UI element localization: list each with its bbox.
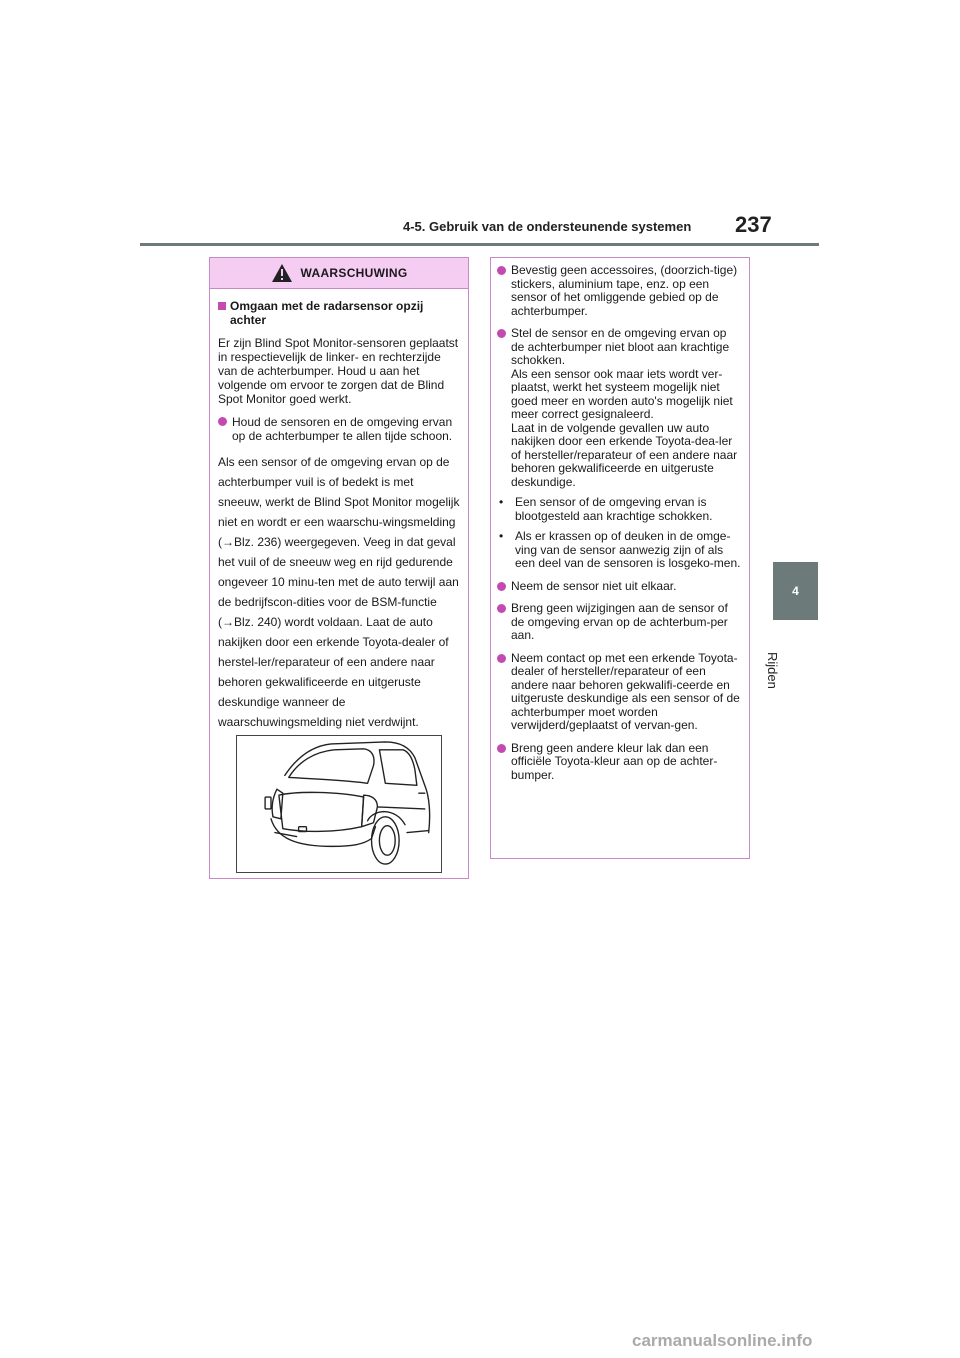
square-bullet-icon bbox=[218, 302, 226, 310]
right-bullet-4-text: Breng geen wijzigingen aan de sensor of de omgeving ervan op de achterbum-per aan. bbox=[511, 601, 728, 642]
warning-bullet-text: Houd de sensoren en de omgeving ervan op de achterbumper te allen tijde schoon. bbox=[232, 415, 453, 443]
right-bullet-2-cont-2: Laat in de volgende gevallen uw auto nakijken door een erkende Toyota-dea-ler of hersteller/reparateur of een andere naar behoren gekwalificeerde en uitgeruste deskundige. bbox=[511, 420, 738, 489]
right-bullet-3-text: Neem de sensor niet uit elkaar. bbox=[511, 578, 677, 593]
warning-paragraph: Als een sensor of de omgeving ervan op de achterbumper vuil is of bedekt is met sneeuw, werkt de Blind Spot Monitor mogelijk niet en wordt er een waarschu-wingsmelding (→Blz. 236) weergegeven. Veeg in dat geval het vuil of de sneeuw weg en rijd gedurende ongeveer 10 minu-ten met de auto terwijl aan de bedrijfscon-dities voor de BSM-functie (→Blz. 240) wordt voldaan. Laat de auto nakijken door een erkende Toyota-dealer of herstel-ler/reparateur of een andere naar behoren gekwalificeerde en uitgeruste deskundige wanneer de waarschuwingsmelding niet verdwijnt. bbox=[218, 455, 460, 729]
chapter-label: Rijden bbox=[765, 652, 780, 689]
warning-subheading-text: Omgaan met de radarsensor opzij achter bbox=[230, 299, 424, 327]
sub-bullet-mark: • bbox=[499, 529, 504, 543]
round-bullet-icon bbox=[497, 582, 506, 591]
chapter-tab bbox=[773, 562, 818, 620]
right-bullet-1 bbox=[497, 264, 741, 318]
right-bullet-5-text: Neem contact op met een erkende Toyota-dealer of hersteller/reparateur of een andere naar behoren gekwalifi-ceerde en uitgeruste deskundige als een sensor of de achterbumper moet worden verwijderd/geplaatst of vervan-gen. bbox=[511, 650, 740, 732]
right-bullet-1-text: Bevestig geen accessoires, (doorzich-tige) stickers, aluminium tape, enz. op een sensor of het omliggende gebied op de achterbumper. bbox=[511, 263, 738, 318]
round-bullet-icon bbox=[218, 417, 227, 426]
right-bullet-2 bbox=[497, 327, 741, 489]
right-sub-bullet-1 bbox=[497, 496, 741, 523]
warning-subheading bbox=[218, 299, 460, 327]
header-rule bbox=[140, 243, 819, 246]
right-bullet-2-cont-1: Als een sensor ook maar iets wordt ver-plaatst, werkt het systeem mogelijk niet goed meer en worden auto's mogelijk niet meer correct gesignaleerd. bbox=[511, 366, 733, 421]
section-title: 4-5. Gebruik van de ondersteunende systemen bbox=[403, 219, 692, 234]
right-sub-bullet-1-text: Een sensor of de omgeving ervan is blootgesteld aan krachtige schokken. bbox=[515, 495, 713, 523]
round-bullet-icon bbox=[497, 654, 506, 663]
warning-triangle-icon bbox=[271, 263, 293, 283]
warning-title: WAARSCHUWING bbox=[300, 266, 408, 280]
round-bullet-icon bbox=[497, 744, 506, 753]
right-sub-bullet-2 bbox=[497, 530, 741, 571]
right-bullet-5 bbox=[497, 652, 741, 733]
warning-intro: Er zijn Blind Spot Monitor-sensoren geplaatst in respectievelijk de linker- en rechterzijde van de achterbumper. Houd u aan het volgende om ervoor te zorgen dat de Blind Spot Monitor goed werkt. bbox=[218, 336, 459, 406]
round-bullet-icon bbox=[497, 266, 506, 275]
right-sub-bullet-2-text: Als er krassen op of deuken in de omge-ving van de sensor aanwezig zijn of als een deel van de sensoren is losgeko-men. bbox=[515, 529, 741, 570]
warning-body bbox=[210, 289, 468, 732]
right-bullet-6-text: Breng geen andere kleur lak dan een officiële Toyota-kleur aan op de achter-bumper. bbox=[511, 740, 718, 782]
sub-bullet-mark: • bbox=[499, 495, 504, 509]
right-bullet-3 bbox=[497, 580, 741, 594]
right-column bbox=[490, 257, 750, 859]
right-bullet-6 bbox=[497, 742, 741, 783]
warning-box bbox=[209, 257, 469, 879]
car-rear-illustration bbox=[236, 735, 442, 873]
round-bullet-icon bbox=[497, 329, 506, 338]
right-bullet-4 bbox=[497, 602, 741, 643]
right-bullet-2-main: Stel de sensor en de omgeving ervan op de achterbumper niet bloot aan krachtige schokken. bbox=[511, 326, 730, 367]
round-bullet-icon bbox=[497, 604, 506, 613]
warning-header bbox=[210, 258, 468, 289]
right-bullet-2-text bbox=[511, 327, 741, 489]
page-number: 237 bbox=[735, 212, 772, 237]
chapter-number: 4 bbox=[792, 584, 799, 598]
warning-bullet bbox=[218, 415, 460, 443]
watermark: carmanualsonline.info bbox=[632, 1331, 813, 1350]
page-header bbox=[0, 0, 960, 250]
